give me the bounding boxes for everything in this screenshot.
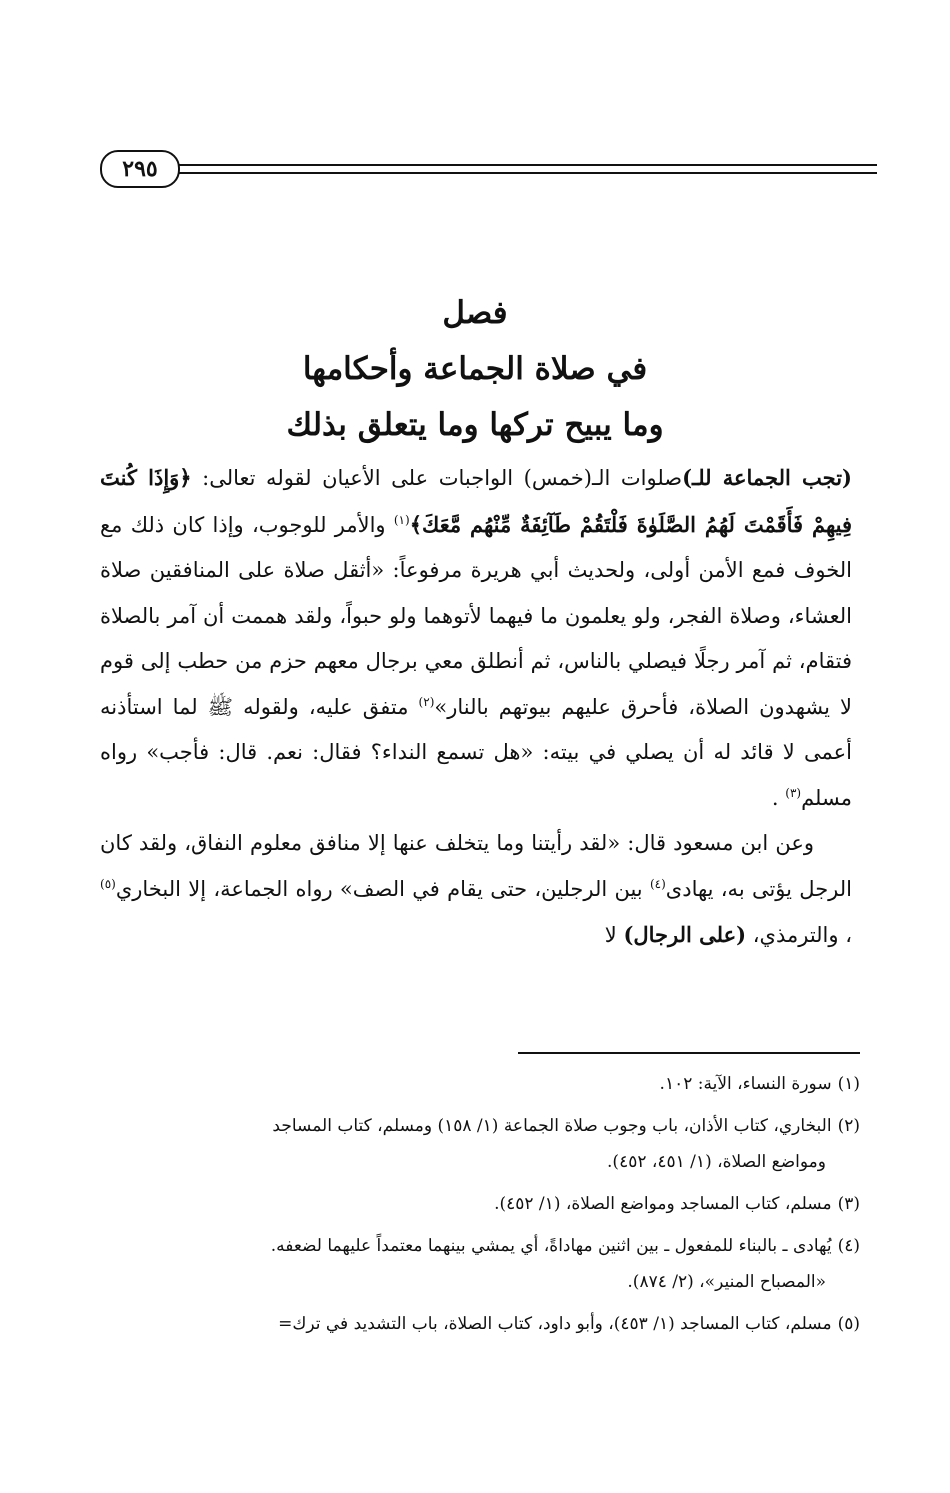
text-segment: والأمر للوجوب، وإذا كان ذلك مع الخوف فمع الأمن أولى، ولحديث أبي هريرة مرفوعاً: «أثقل صلاة على المنافقين صلاة العشاء، وصلاة الفجر، ولو يعلمون ما فيهما لأتوهما ولو حبواً، ولقد هممت أن آمر بالصلاة فتقام، ثم آمر رجلًا فيصلي بالناس، ثم أنطلق معي برجال معهم حزم من حطب إلى قوم لا يشهدون الصلاة، فأحرق عليهم بيوتهم بالنار»	[100, 512, 852, 719]
text-segment: ، والترمذي،	[746, 923, 852, 947]
footnote	[100, 1186, 860, 1222]
footnote-number: (٣)	[837, 1194, 860, 1214]
text-segment: .	[771, 785, 786, 810]
page-number: ٢٩٥	[100, 150, 180, 188]
footnote	[100, 1108, 860, 1180]
footnote	[100, 1066, 860, 1102]
header-rule	[175, 164, 877, 174]
footnote-text: مسلم، كتاب المساجد (١/ ٤٥٣)، وأبو داود، كتاب الصلاة، باب التشديد في ترك=	[278, 1314, 832, 1334]
footnote-text: مسلم، كتاب المساجد ومواضع الصلاة، (١/ ٤٥٢).	[494, 1194, 832, 1214]
section-subtitle: وما يبيح تركها وما يتعلق بذلك	[286, 407, 664, 443]
footnote-continuation: «المصباح المنير»، (٢/ ٨٧٤).	[627, 1272, 826, 1292]
footnote-separator	[518, 1052, 860, 1054]
footnote-ref: (٣)	[785, 785, 802, 800]
footnote-number: (٢)	[837, 1116, 860, 1136]
footnote-text: يُهادى ـ بالبناء للمفعول ـ بين اثنين مهاداةً، أي يمشي بينهما معتمداً عليهما لضعفه.	[270, 1236, 832, 1256]
footnotes	[100, 1066, 860, 1348]
footnote-continuation: ومواضع الصلاة، (١/ ٤٥١، ٤٥٢).	[607, 1152, 826, 1172]
footnote-number: (١)	[837, 1074, 860, 1094]
text-segment: بين الرجلين، حتى يقام في الصف» رواه الجماعة، إلا البخاري	[115, 876, 650, 901]
text-segment: صلوات الـ(خمس) الواجبات على الأعيان لقوله تعالى:	[191, 466, 683, 490]
main-text	[100, 455, 852, 959]
footnote-number: (٥)	[837, 1314, 860, 1334]
footnote-text: سورة النساء، الآية: ١٠٢.	[659, 1074, 832, 1094]
text-segment: متفق عليه، ولقوله ﷺ لما استأذنه أعمى لا قائد له أن يصلي في بيته: «هل تسمع النداء؟ فقال: نعم. قال: فأجب» رواه مسلم	[100, 694, 852, 810]
text-segment: لا	[604, 923, 624, 947]
footnote-text: البخاري، كتاب الأذان، باب وجوب صلاة الجماعة (١/ ١٥٨) ومسلم، كتاب المساجد	[272, 1116, 832, 1136]
matn-bold: (على الرجال)	[623, 922, 747, 947]
footnote	[100, 1306, 860, 1342]
section-heading: فصل	[442, 295, 508, 331]
footnote-ref: (٢)	[418, 694, 435, 709]
quran-verse: ﴿وَإِذَا كُنتَ فِيهِمْ فَأَقَمْتَ لَهُمُ الصَّلَوٰةَ فَلْتَقُمْ طَآئِفَةٌ مِّنْهُم مَّعَكَ﴾	[100, 465, 852, 537]
footnote	[100, 1228, 860, 1300]
footnote-number: (٤)	[837, 1236, 860, 1256]
text-segment: وعن ابن مسعود قال: «لقد رأيتنا وما يتخلف عنها إلا منافق معلوم النفاق، ولقد كان الرجل يؤتى به، يهادى	[100, 831, 852, 901]
footnote-ref: (١)	[393, 512, 410, 527]
paragraph-1	[100, 455, 852, 821]
matn-bold: (تجب الجماعة للـ)	[682, 465, 852, 490]
paragraph-2	[100, 821, 852, 959]
footnote-ref: (٤)	[649, 876, 666, 891]
chapter-titles	[100, 285, 850, 453]
section-title: في صلاة الجماعة وأحكامها	[302, 351, 648, 387]
footnote-ref: (٥)	[100, 876, 116, 891]
